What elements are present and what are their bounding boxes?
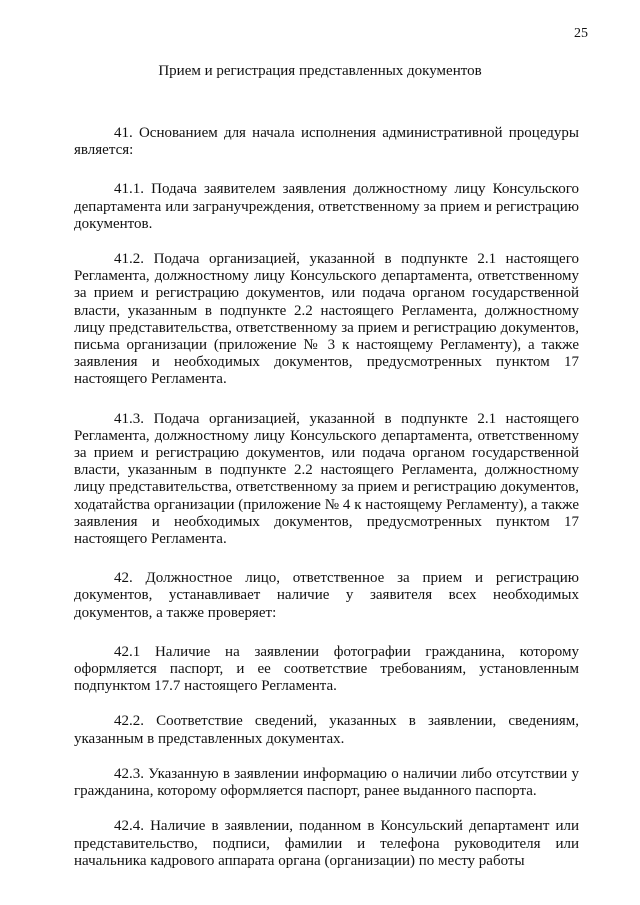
section-title: Прием и регистрация представленных документов: [158, 63, 482, 79]
paragraph-42-2: 42.2. Соответствие сведений, указанных в заявлении, сведениям, указанным в представленных документах.: [74, 713, 579, 747]
paragraph-41: 41. Основанием для начала исполнения административной процедуры является:: [74, 125, 579, 159]
paragraph-41-3: 41.3. Подача организацией, указанной в подпункте 2.1 настоящего Регламента, должностному лицу Консульского департамента, ответственному за прием и регистрацию документов, или подача органом государственной власти, указанным в подпункте 2.2 настоящего Регламента, должностному лицу представительства, ответственному за прием и регистрацию документов, ходатайства организации (приложение № 4 к настоящему Регламенту), а также заявления и необходимых документов, предусмотренных пунктом 17 настоящего Регламента.: [74, 410, 579, 548]
paragraph-42-3: 42.3. Указанную в заявлении информацию о наличии либо отсутствии у гражданина, которому оформляется паспорт, ранее выданного паспорта.: [74, 765, 579, 800]
page-number: 25: [574, 26, 588, 41]
paragraph-42-4: 42.4. Наличие в заявлении, поданном в Консульский департамент или представительство, подписи, фамилии и телефона руководителя или начальника кадрового аппарата органа (организации) по месту работы: [74, 818, 579, 869]
document-body: [74, 125, 579, 888]
paragraph-41-2: 41.2. Подача организацией, указанной в подпункте 2.1 настоящего Регламента, должностному лицу Консульского департамента, ответственному за прием и регистрацию документов, или подача органом государственной власти, указанным в подпункте 2.2 настоящего Регламента, должностному лицу представительства, ответственному за прием и регистрацию документов, письма организации (приложение № 3 к настоящему Регламенту), а также заявления и необходимых документов, предусмотренных пунктом 17 настоящего Регламента.: [74, 251, 579, 388]
paragraph-42-1: 42.1 Наличие на заявлении фотографии гражданина, которому оформляется паспорт, и ее соответствие требованиям, установленным подпунктом 17.7 настоящего Регламента.: [74, 643, 579, 695]
paragraph-41-1: 41.1. Подача заявителем заявления должностному лицу Консульского департамента или загранучреждения, ответственному за прием и регистрацию документов.: [74, 181, 579, 232]
paragraph-42: 42. Должностное лицо, ответственное за прием и регистрацию документов, устанавливает наличие у заявителя всех необходимых документов, а также проверяет:: [74, 570, 579, 621]
